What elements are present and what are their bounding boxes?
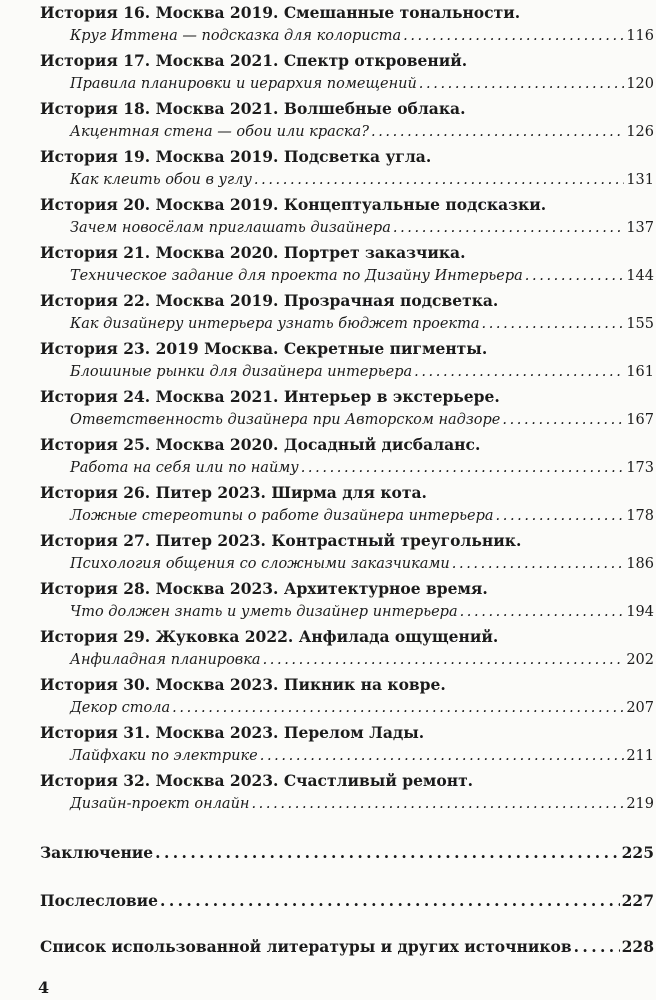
toc-page-number: 167	[626, 412, 654, 428]
toc-entry-afterword[interactable]	[40, 886, 654, 914]
story-heading-text: История 26. Питер 2023. Ширма для кота.	[40, 482, 427, 502]
story-heading[interactable]	[40, 528, 654, 552]
subentry-title: Как клеить обои в углу	[70, 172, 252, 188]
toc-subentry[interactable]	[40, 24, 654, 48]
leader-dots	[393, 220, 624, 236]
toc-story-entry	[40, 384, 654, 432]
toc-entry-references[interactable]	[40, 932, 654, 960]
leader-dots	[260, 748, 625, 764]
subentry-title: Что должен знать и уметь дизайнер интерьера	[70, 604, 458, 620]
toc-subentry[interactable]	[40, 552, 654, 576]
subentry-title: Акцентная стена — обои или краска?	[70, 124, 369, 140]
story-heading[interactable]	[40, 0, 654, 24]
story-heading[interactable]	[40, 624, 654, 648]
toc-subentry[interactable]	[40, 312, 654, 336]
toc-page-number: 228	[621, 936, 654, 956]
toc-page-number: 131	[626, 172, 654, 188]
toc-subentry[interactable]	[40, 456, 654, 480]
toc-subentry[interactable]	[40, 360, 654, 384]
toc-story-entry	[40, 432, 654, 480]
story-heading[interactable]	[40, 384, 654, 408]
toc-story-entry	[40, 480, 654, 528]
leader-dots	[254, 172, 624, 188]
toc-story-entry	[40, 96, 654, 144]
subentry-title: Декор стола	[70, 700, 171, 716]
toc-subentry[interactable]	[40, 216, 654, 240]
table-of-contents	[40, 0, 654, 816]
toc-page-number: 227	[621, 890, 654, 910]
leader-dots	[301, 460, 625, 476]
toc-story-entry	[40, 624, 654, 672]
toc-story-entry	[40, 240, 654, 288]
toc-page-number: 178	[626, 508, 654, 524]
toc-page-number: 137	[626, 220, 654, 236]
story-heading[interactable]	[40, 144, 654, 168]
subentry-title: Ответственность дизайнера при Авторском надзоре	[70, 412, 501, 428]
story-heading-text: История 28. Москва 2023. Архитектурное время.	[40, 578, 488, 598]
toc-story-entry	[40, 48, 654, 96]
toc-page-number: 194	[626, 604, 654, 620]
toc-page-number: 186	[626, 556, 654, 572]
toc-story-entry	[40, 336, 654, 384]
story-heading-text: История 19. Москва 2019. Подсветка угла.	[40, 146, 432, 166]
toc-subentry[interactable]	[40, 792, 654, 816]
story-heading-text: История 31. Москва 2023. Перелом Лады.	[40, 722, 425, 742]
leader-dots	[496, 508, 625, 524]
story-heading[interactable]	[40, 336, 654, 360]
subentry-title: Как дизайнеру интерьера узнать бюджет проекта	[70, 316, 480, 332]
leader-dots	[452, 556, 625, 572]
toc-page-number: 120	[626, 76, 654, 92]
subentry-title: Дизайн-проект онлайн	[70, 796, 250, 812]
leader-dots	[502, 412, 624, 428]
leader-dots	[403, 28, 624, 44]
story-heading-text: История 23. 2019 Москва. Секретные пигменты.	[40, 338, 488, 358]
subentry-title: Правила планировки и иерархия помещений	[70, 76, 417, 92]
subentry-title: Круг Иттена — подсказка для колориста	[70, 28, 402, 44]
story-heading[interactable]	[40, 576, 654, 600]
toc-page-number: 219	[626, 796, 654, 812]
toc-story-entry	[40, 192, 654, 240]
subentry-title: Работа на себя или по найму	[70, 460, 299, 476]
story-heading[interactable]	[40, 768, 654, 792]
leader-dots	[460, 604, 625, 620]
story-heading[interactable]	[40, 240, 654, 264]
toc-page-number: 202	[626, 652, 654, 668]
story-heading[interactable]	[40, 192, 654, 216]
subentry-title: Анфиладная планировка	[70, 652, 261, 668]
toc-entry-title: Заключение	[40, 842, 154, 862]
toc-subentry[interactable]	[40, 504, 654, 528]
story-heading[interactable]	[40, 96, 654, 120]
subentry-title: Блошиные рынки для дизайнера интерьера	[70, 364, 413, 380]
toc-story-entry	[40, 576, 654, 624]
story-heading[interactable]	[40, 288, 654, 312]
toc-page-number: 155	[626, 316, 654, 332]
story-heading-text: История 22. Москва 2019. Прозрачная подсветка.	[40, 290, 499, 310]
toc-story-entry	[40, 720, 654, 768]
leader-dots	[574, 937, 620, 956]
leader-dots	[155, 843, 619, 862]
toc-page-number: 116	[626, 28, 654, 44]
toc-story-entry	[40, 768, 654, 816]
toc-page-number: 225	[621, 842, 654, 862]
leader-dots	[172, 700, 624, 716]
toc-subentry[interactable]	[40, 648, 654, 672]
toc-subentry[interactable]	[40, 600, 654, 624]
leader-dots	[481, 316, 624, 332]
toc-story-entry	[40, 0, 654, 48]
story-heading-text: История 17. Москва 2021. Спектр откровений.	[40, 50, 468, 70]
toc-page-number: 144	[626, 268, 654, 284]
toc-page-number: 207	[626, 700, 654, 716]
toc-story-entry	[40, 144, 654, 192]
toc-subentry[interactable]	[40, 72, 654, 96]
subentry-title: Техническое задание для проекта по Дизайну Интерьера	[70, 268, 523, 284]
toc-entry-title: Послесловие	[40, 890, 159, 910]
toc-story-entry	[40, 528, 654, 576]
subentry-title: Зачем новосёлам приглашать дизайнера	[70, 220, 391, 236]
story-heading[interactable]	[40, 480, 654, 504]
page-number: 4	[38, 978, 50, 997]
toc-subentry[interactable]	[40, 120, 654, 144]
subentry-title: Лайфхаки по электрике	[70, 748, 258, 764]
toc-entry-title: Список использованной литературы и других источников	[40, 936, 572, 956]
toc-subentry[interactable]	[40, 264, 654, 288]
toc-subentry[interactable]	[40, 168, 654, 192]
story-heading-text: История 18. Москва 2021. Волшебные облака.	[40, 98, 466, 118]
toc-subentry[interactable]	[40, 696, 654, 720]
subentry-title: Психология общения со сложными заказчиками	[70, 556, 450, 572]
toc-page-number: 126	[626, 124, 654, 140]
story-heading-text: История 20. Москва 2019. Концептуальные подсказки.	[40, 194, 547, 214]
leader-dots	[525, 268, 625, 284]
story-heading[interactable]	[40, 672, 654, 696]
toc-subentry[interactable]	[40, 744, 654, 768]
story-heading-text: История 21. Москва 2020. Портрет заказчика.	[40, 242, 466, 262]
leader-dots	[160, 891, 620, 910]
toc-page-number: 161	[626, 364, 654, 380]
story-heading-text: История 30. Москва 2023. Пикник на ковре.	[40, 674, 446, 694]
toc-page-number: 173	[626, 460, 654, 476]
toc-story-entry	[40, 288, 654, 336]
story-heading-text: История 32. Москва 2023. Счастливый ремонт.	[40, 770, 474, 790]
leader-dots	[263, 652, 625, 668]
toc-entry-conclusion[interactable]	[40, 838, 654, 866]
story-heading[interactable]	[40, 48, 654, 72]
story-heading-text: История 16. Москва 2019. Смешанные тональности.	[40, 2, 521, 22]
story-heading-text: История 29. Жуковка 2022. Анфилада ощущений.	[40, 626, 499, 646]
story-heading[interactable]	[40, 432, 654, 456]
story-heading[interactable]	[40, 720, 654, 744]
story-heading-text: История 27. Питер 2023. Контрастный треугольник.	[40, 530, 522, 550]
story-heading-text: История 25. Москва 2020. Досадный дисбаланс.	[40, 434, 481, 454]
leader-dots	[419, 76, 625, 92]
toc-subentry[interactable]	[40, 408, 654, 432]
leader-dots	[414, 364, 624, 380]
leader-dots	[371, 124, 624, 140]
leader-dots	[251, 796, 624, 812]
toc-page-number: 211	[626, 748, 654, 764]
toc-story-entry	[40, 672, 654, 720]
story-heading-text: История 24. Москва 2021. Интерьер в экстерьере.	[40, 386, 500, 406]
subentry-title: Ложные стереотипы о работе дизайнера интерьера	[70, 508, 494, 524]
